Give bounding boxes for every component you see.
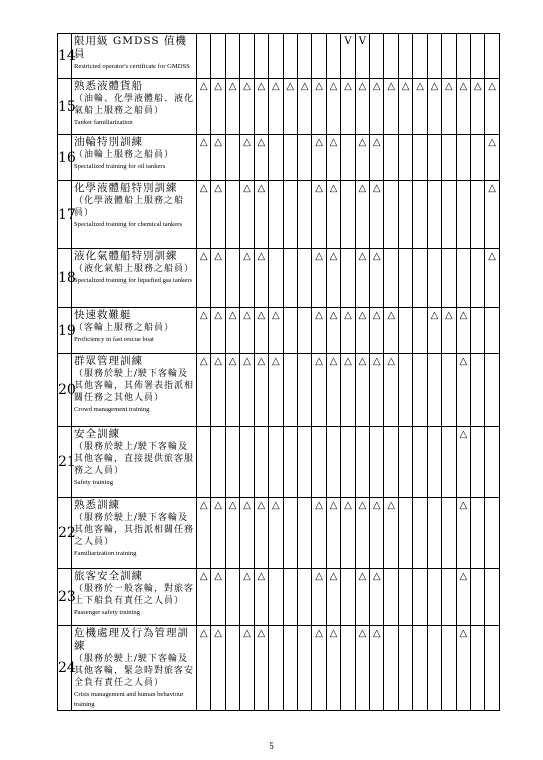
requirement-mark-cell: △: [456, 498, 470, 569]
requirement-mark-cell: [370, 427, 384, 498]
table-row: [58, 498, 500, 569]
training-title-en: Crowd management training: [74, 406, 150, 413]
requirement-mark-cell: [485, 308, 499, 354]
training-title-en: Proficiency in fast rescue boat: [74, 336, 154, 343]
requirement-mark-cell: [297, 427, 311, 498]
requirement-mark-cell: [471, 34, 485, 79]
requirement-mark-cell: △: [427, 308, 441, 354]
requirement-mark-cell: △: [326, 498, 340, 569]
requirement-mark-cell: △: [326, 354, 340, 427]
training-description-cell: [72, 181, 197, 249]
requirement-mark-cell: △: [312, 308, 326, 354]
requirement-mark-cell: △: [370, 181, 384, 249]
requirement-mark-cell: △: [312, 498, 326, 569]
table-row: [58, 181, 500, 249]
requirement-mark-cell: △: [211, 135, 225, 181]
requirement-mark-cell: [283, 135, 297, 181]
requirement-mark-cell: [384, 626, 398, 711]
requirement-mark-cell: △: [355, 308, 369, 354]
requirement-mark-cell: △: [312, 135, 326, 181]
training-scope-zh: （客輪上服務之船員）: [74, 323, 175, 333]
requirement-mark-cell: [269, 427, 283, 498]
requirement-mark-cell: △: [456, 354, 470, 427]
requirement-mark-cell: [471, 135, 485, 181]
training-scope-zh: （服務於一般客輪，對旅客上下船負有責任之人員）: [74, 584, 195, 606]
requirement-mark-cell: [283, 34, 297, 79]
requirement-mark-cell: △: [485, 249, 499, 308]
training-title-en: Passenger safety training: [74, 609, 140, 616]
requirement-mark-cell: △: [225, 498, 239, 569]
requirement-mark-cell: [398, 308, 412, 354]
row-number: 17: [58, 181, 72, 249]
requirement-mark-cell: △: [326, 308, 340, 354]
requirement-mark-cell: [312, 34, 326, 79]
training-description-cell: [72, 308, 197, 354]
row-number: 14: [58, 34, 72, 79]
requirement-mark-cell: [471, 498, 485, 569]
requirement-mark-cell: [297, 308, 311, 354]
requirement-mark-cell: △: [269, 354, 283, 427]
row-number: 24: [58, 626, 72, 711]
training-title-zh: 危機處理及行為管理訓練: [74, 627, 189, 652]
requirement-mark-cell: [283, 354, 297, 427]
training-title-en: Crisis management and human behaviour training: [74, 691, 184, 708]
training-title-zh: 旅客安全訓練: [74, 570, 143, 582]
requirement-mark-cell: △: [384, 79, 398, 135]
requirement-mark-cell: △: [341, 79, 355, 135]
requirement-mark-cell: [398, 569, 412, 626]
table-row: [58, 34, 500, 79]
requirement-mark-cell: [341, 427, 355, 498]
training-description-cell: [72, 626, 197, 711]
requirement-mark-cell: [341, 626, 355, 711]
requirement-mark-cell: △: [341, 498, 355, 569]
requirement-mark-cell: △: [413, 79, 427, 135]
training-title-zh: 群眾管理訓練: [74, 355, 143, 367]
requirement-mark-cell: [471, 427, 485, 498]
requirement-mark-cell: △: [197, 354, 211, 427]
requirement-mark-cell: △: [398, 79, 412, 135]
training-title-zh: 化學液體船特別訓練: [74, 182, 178, 194]
requirement-mark-cell: △: [456, 427, 470, 498]
row-number: 20: [58, 354, 72, 427]
requirement-mark-cell: [384, 135, 398, 181]
training-scope-zh: （服務於駛上/駛下客輪及其他客輪，其佈署表指派相關任務之其他人員）: [74, 369, 195, 403]
requirement-mark-cell: [355, 427, 369, 498]
training-scope-zh: （化學液體船上服務之船員）: [74, 196, 185, 218]
requirement-mark-cell: [297, 135, 311, 181]
training-title-en: Restricted operator's certificate for GMDSS: [74, 63, 190, 70]
requirement-mark-cell: [427, 427, 441, 498]
requirement-mark-cell: △: [254, 135, 268, 181]
table-row: [58, 354, 500, 427]
requirement-mark-cell: △: [312, 181, 326, 249]
training-description-cell: [72, 249, 197, 308]
requirement-mark-cell: △: [211, 569, 225, 626]
requirement-mark-cell: △: [442, 308, 456, 354]
requirement-mark-cell: △: [254, 79, 268, 135]
requirement-mark-cell: △: [269, 498, 283, 569]
requirement-mark-cell: [297, 626, 311, 711]
requirement-mark-cell: △: [197, 135, 211, 181]
requirement-mark-cell: △: [456, 626, 470, 711]
requirement-mark-cell: [413, 181, 427, 249]
training-scope-zh: （油輪上服務之船員）: [74, 150, 175, 160]
training-title-zh: 快速救難艇: [74, 309, 132, 321]
requirement-mark-cell: [456, 135, 470, 181]
requirement-mark-cell: [283, 498, 297, 569]
requirement-mark-cell: [225, 181, 239, 249]
requirement-mark-cell: △: [370, 79, 384, 135]
requirement-mark-cell: △: [456, 569, 470, 626]
requirement-mark-cell: [442, 34, 456, 79]
requirement-mark-cell: [456, 34, 470, 79]
requirement-mark-cell: △: [240, 308, 254, 354]
training-title-zh: 安全訓練: [74, 428, 120, 440]
requirement-mark-cell: [326, 34, 340, 79]
requirement-mark-cell: △: [197, 498, 211, 569]
requirement-mark-cell: [384, 34, 398, 79]
requirement-mark-cell: △: [211, 354, 225, 427]
requirement-mark-cell: △: [384, 498, 398, 569]
requirement-mark-cell: [225, 135, 239, 181]
table-row: [58, 569, 500, 626]
requirement-mark-cell: [413, 249, 427, 308]
requirement-mark-cell: [283, 181, 297, 249]
requirement-mark-cell: △: [240, 181, 254, 249]
requirement-mark-cell: [471, 181, 485, 249]
requirement-mark-cell: [254, 34, 268, 79]
requirement-mark-cell: △: [254, 181, 268, 249]
training-scope-zh: （服務於駛上/駛下客輪及其他客輪，緊急時對旅客安全負有責任之人員）: [74, 654, 195, 688]
requirement-mark-cell: [427, 34, 441, 79]
requirement-mark-cell: [269, 34, 283, 79]
requirement-mark-cell: △: [355, 79, 369, 135]
requirement-mark-cell: [269, 181, 283, 249]
requirement-mark-cell: [471, 249, 485, 308]
requirement-mark-cell: [240, 427, 254, 498]
table-row: [58, 427, 500, 498]
requirement-mark-cell: △: [370, 626, 384, 711]
table-row: [58, 626, 500, 711]
requirement-mark-cell: △: [355, 354, 369, 427]
requirement-mark-cell: [471, 626, 485, 711]
requirement-mark-cell: [442, 135, 456, 181]
requirement-mark-cell: △: [283, 79, 297, 135]
requirement-mark-cell: △: [211, 498, 225, 569]
requirement-mark-cell: [269, 569, 283, 626]
requirement-mark-cell: △: [254, 626, 268, 711]
requirement-mark-cell: △: [240, 498, 254, 569]
requirement-mark-cell: △: [326, 626, 340, 711]
requirement-mark-cell: △: [485, 181, 499, 249]
requirement-mark-cell: △: [341, 308, 355, 354]
requirement-mark-cell: [240, 34, 254, 79]
requirement-mark-cell: [225, 427, 239, 498]
requirement-mark-cell: △: [211, 181, 225, 249]
requirement-mark-cell: △: [485, 135, 499, 181]
requirement-mark-cell: △: [370, 308, 384, 354]
requirement-mark-cell: △: [197, 249, 211, 308]
requirement-mark-cell: △: [197, 79, 211, 135]
requirement-mark-cell: △: [370, 569, 384, 626]
requirement-mark-cell: △: [456, 79, 470, 135]
requirement-mark-cell: △: [312, 569, 326, 626]
requirement-mark-cell: [413, 308, 427, 354]
requirement-mark-cell: [312, 427, 326, 498]
requirement-mark-cell: △: [254, 569, 268, 626]
requirement-mark-cell: [427, 498, 441, 569]
row-number: 15: [58, 79, 72, 135]
requirement-mark-cell: [398, 135, 412, 181]
training-title-zh: 熟悉訓練: [74, 499, 120, 511]
page-number: 5: [269, 741, 274, 751]
requirement-mark-cell: △: [485, 79, 499, 135]
requirement-mark-cell: [485, 34, 499, 79]
requirement-mark-cell: △: [355, 181, 369, 249]
requirement-mark-cell: △: [456, 308, 470, 354]
requirement-mark-cell: [283, 427, 297, 498]
requirement-mark-cell: [297, 569, 311, 626]
requirement-mark-cell: △: [355, 249, 369, 308]
requirement-mark-cell: △: [211, 249, 225, 308]
requirement-mark-cell: △: [225, 308, 239, 354]
requirement-mark-cell: [442, 569, 456, 626]
training-scope-zh: （服務於駛上/駛下客輪及其他客輪，其指派相關任務之人員）: [74, 513, 195, 547]
requirement-mark-cell: △: [312, 79, 326, 135]
requirement-mark-cell: [442, 427, 456, 498]
requirement-mark-cell: △: [211, 626, 225, 711]
requirement-mark-cell: △: [312, 626, 326, 711]
table-row: [58, 249, 500, 308]
requirement-mark-cell: △: [384, 308, 398, 354]
requirement-mark-cell: [427, 181, 441, 249]
training-scope-zh: （服務於駛上/駛下客輪及其他客輪，直接提供旅客服務之人員）: [74, 442, 195, 476]
training-scope-zh: （油輪、化學液體船、液化氣船上服務之船員）: [74, 94, 195, 116]
requirement-mark-cell: [269, 249, 283, 308]
requirement-mark-cell: [297, 249, 311, 308]
requirement-mark-cell: [370, 34, 384, 79]
row-number: 18: [58, 249, 72, 308]
requirement-mark-cell: △: [370, 354, 384, 427]
requirement-mark-cell: △: [254, 308, 268, 354]
requirement-mark-cell: [427, 135, 441, 181]
requirement-mark-cell: [427, 354, 441, 427]
requirement-mark-cell: [427, 626, 441, 711]
requirement-mark-cell: △: [471, 79, 485, 135]
requirement-mark-cell: [456, 181, 470, 249]
requirement-mark-cell: [398, 498, 412, 569]
requirement-mark-cell: [413, 135, 427, 181]
requirement-mark-cell: △: [326, 79, 340, 135]
training-title-zh: 熟悉液體貨船: [74, 80, 143, 92]
requirement-mark-cell: [269, 135, 283, 181]
requirement-mark-cell: △: [370, 249, 384, 308]
requirement-mark-cell: [326, 427, 340, 498]
requirement-mark-cell: [398, 626, 412, 711]
requirement-mark-cell: △: [384, 354, 398, 427]
requirement-mark-cell: [442, 354, 456, 427]
requirement-mark-cell: △: [197, 308, 211, 354]
requirement-mark-cell: [297, 498, 311, 569]
requirement-mark-cell: [485, 354, 499, 427]
requirement-mark-cell: [384, 181, 398, 249]
training-title-en: Safety training: [74, 479, 114, 486]
requirement-mark-cell: [283, 626, 297, 711]
requirement-mark-cell: [427, 569, 441, 626]
requirement-mark-cell: [297, 34, 311, 79]
requirement-mark-cell: △: [240, 354, 254, 427]
requirement-mark-cell: [341, 569, 355, 626]
training-title-en: Specialized training for oil tankers: [74, 163, 166, 170]
requirement-mark-cell: V: [341, 34, 355, 79]
training-description-cell: [72, 427, 197, 498]
requirement-mark-cell: △: [240, 135, 254, 181]
table-row: [58, 308, 500, 354]
requirement-mark-cell: △: [269, 79, 283, 135]
requirement-mark-cell: [442, 498, 456, 569]
requirement-mark-cell: △: [254, 354, 268, 427]
requirement-mark-cell: △: [240, 249, 254, 308]
requirement-mark-cell: △: [355, 498, 369, 569]
requirement-mark-cell: △: [211, 79, 225, 135]
requirement-mark-cell: [225, 626, 239, 711]
training-scope-zh: （液化氣船上服務之船員）: [74, 264, 195, 274]
requirement-mark-cell: [427, 249, 441, 308]
requirement-mark-cell: △: [269, 308, 283, 354]
requirement-mark-cell: △: [370, 135, 384, 181]
requirement-mark-cell: [398, 34, 412, 79]
requirement-mark-cell: [471, 354, 485, 427]
requirement-mark-cell: [283, 569, 297, 626]
requirement-mark-cell: [384, 569, 398, 626]
requirement-mark-cell: △: [297, 79, 311, 135]
requirement-mark-cell: [413, 498, 427, 569]
training-title-en: Specialized training for liquefied gas tankers: [74, 277, 193, 284]
requirement-mark-cell: △: [211, 308, 225, 354]
requirement-mark-cell: [442, 249, 456, 308]
table-row: [58, 135, 500, 181]
requirement-mark-cell: △: [197, 626, 211, 711]
requirement-mark-cell: [398, 249, 412, 308]
training-title-en: Familiarization training: [74, 550, 137, 557]
requirement-mark-cell: △: [355, 135, 369, 181]
requirement-mark-cell: △: [312, 249, 326, 308]
requirement-mark-cell: [413, 626, 427, 711]
requirement-mark-cell: △: [326, 569, 340, 626]
requirement-mark-cell: △: [197, 569, 211, 626]
requirement-mark-cell: △: [355, 626, 369, 711]
requirement-mark-cell: [269, 626, 283, 711]
requirement-mark-cell: △: [355, 569, 369, 626]
requirement-mark-cell: [471, 569, 485, 626]
requirement-mark-cell: [413, 569, 427, 626]
requirement-mark-cell: △: [254, 498, 268, 569]
training-title-en: Tanker familiarization: [74, 119, 133, 126]
requirement-mark-cell: [225, 569, 239, 626]
training-description-cell: [72, 34, 197, 79]
requirement-mark-cell: △: [326, 181, 340, 249]
requirement-mark-cell: [442, 626, 456, 711]
training-matrix-table: [57, 33, 500, 711]
training-description-cell: [72, 498, 197, 569]
training-title-zh: 油輪特別訓練: [74, 136, 143, 148]
requirement-mark-cell: [413, 354, 427, 427]
requirement-mark-cell: [485, 626, 499, 711]
requirement-mark-cell: [283, 308, 297, 354]
requirement-mark-cell: [384, 427, 398, 498]
requirement-mark-cell: [413, 427, 427, 498]
row-number: 19: [58, 308, 72, 354]
requirement-mark-cell: △: [442, 79, 456, 135]
requirement-mark-cell: △: [197, 181, 211, 249]
table-row: [58, 79, 500, 135]
requirement-mark-cell: [283, 249, 297, 308]
requirement-mark-cell: △: [225, 79, 239, 135]
requirement-mark-cell: [197, 34, 211, 79]
requirement-mark-cell: △: [326, 135, 340, 181]
requirement-mark-cell: △: [312, 354, 326, 427]
requirement-mark-cell: △: [225, 354, 239, 427]
requirement-mark-cell: [442, 181, 456, 249]
requirement-mark-cell: [297, 181, 311, 249]
requirement-mark-cell: [341, 249, 355, 308]
training-description-cell: [72, 135, 197, 181]
training-title-en: Specialized training for chemical tankers: [74, 221, 183, 228]
requirement-mark-cell: [211, 34, 225, 79]
row-number: 16: [58, 135, 72, 181]
requirement-mark-cell: △: [427, 79, 441, 135]
requirement-mark-cell: △: [254, 249, 268, 308]
requirement-mark-cell: [297, 354, 311, 427]
requirement-mark-cell: [413, 34, 427, 79]
row-number: 23: [58, 569, 72, 626]
requirement-mark-cell: [456, 249, 470, 308]
requirement-mark-cell: △: [370, 498, 384, 569]
requirement-mark-cell: △: [240, 79, 254, 135]
requirement-mark-cell: [341, 135, 355, 181]
training-description-cell: [72, 79, 197, 135]
requirement-mark-cell: [471, 308, 485, 354]
training-title-zh: 液化氣體船特別訓練: [74, 250, 178, 262]
requirement-mark-cell: [384, 249, 398, 308]
requirement-mark-cell: △: [341, 354, 355, 427]
row-number: 21: [58, 427, 72, 498]
requirement-mark-cell: △: [326, 249, 340, 308]
requirement-mark-cell: [485, 498, 499, 569]
requirement-mark-cell: [485, 569, 499, 626]
requirement-mark-cell: [485, 427, 499, 498]
requirement-mark-cell: [398, 427, 412, 498]
training-description-cell: [72, 354, 197, 427]
row-number: 22: [58, 498, 72, 569]
requirement-mark-cell: [254, 427, 268, 498]
requirement-mark-cell: [341, 181, 355, 249]
requirement-mark-cell: [225, 249, 239, 308]
requirement-mark-cell: [398, 181, 412, 249]
requirement-mark-cell: [211, 427, 225, 498]
requirement-mark-cell: [225, 34, 239, 79]
training-title-zh: 限用級 GMDSS 值機員: [74, 35, 187, 60]
requirement-mark-cell: △: [240, 626, 254, 711]
requirement-mark-cell: [197, 427, 211, 498]
requirement-mark-cell: V: [355, 34, 369, 79]
requirement-mark-cell: △: [240, 569, 254, 626]
training-description-cell: [72, 569, 197, 626]
requirement-mark-cell: [398, 354, 412, 427]
